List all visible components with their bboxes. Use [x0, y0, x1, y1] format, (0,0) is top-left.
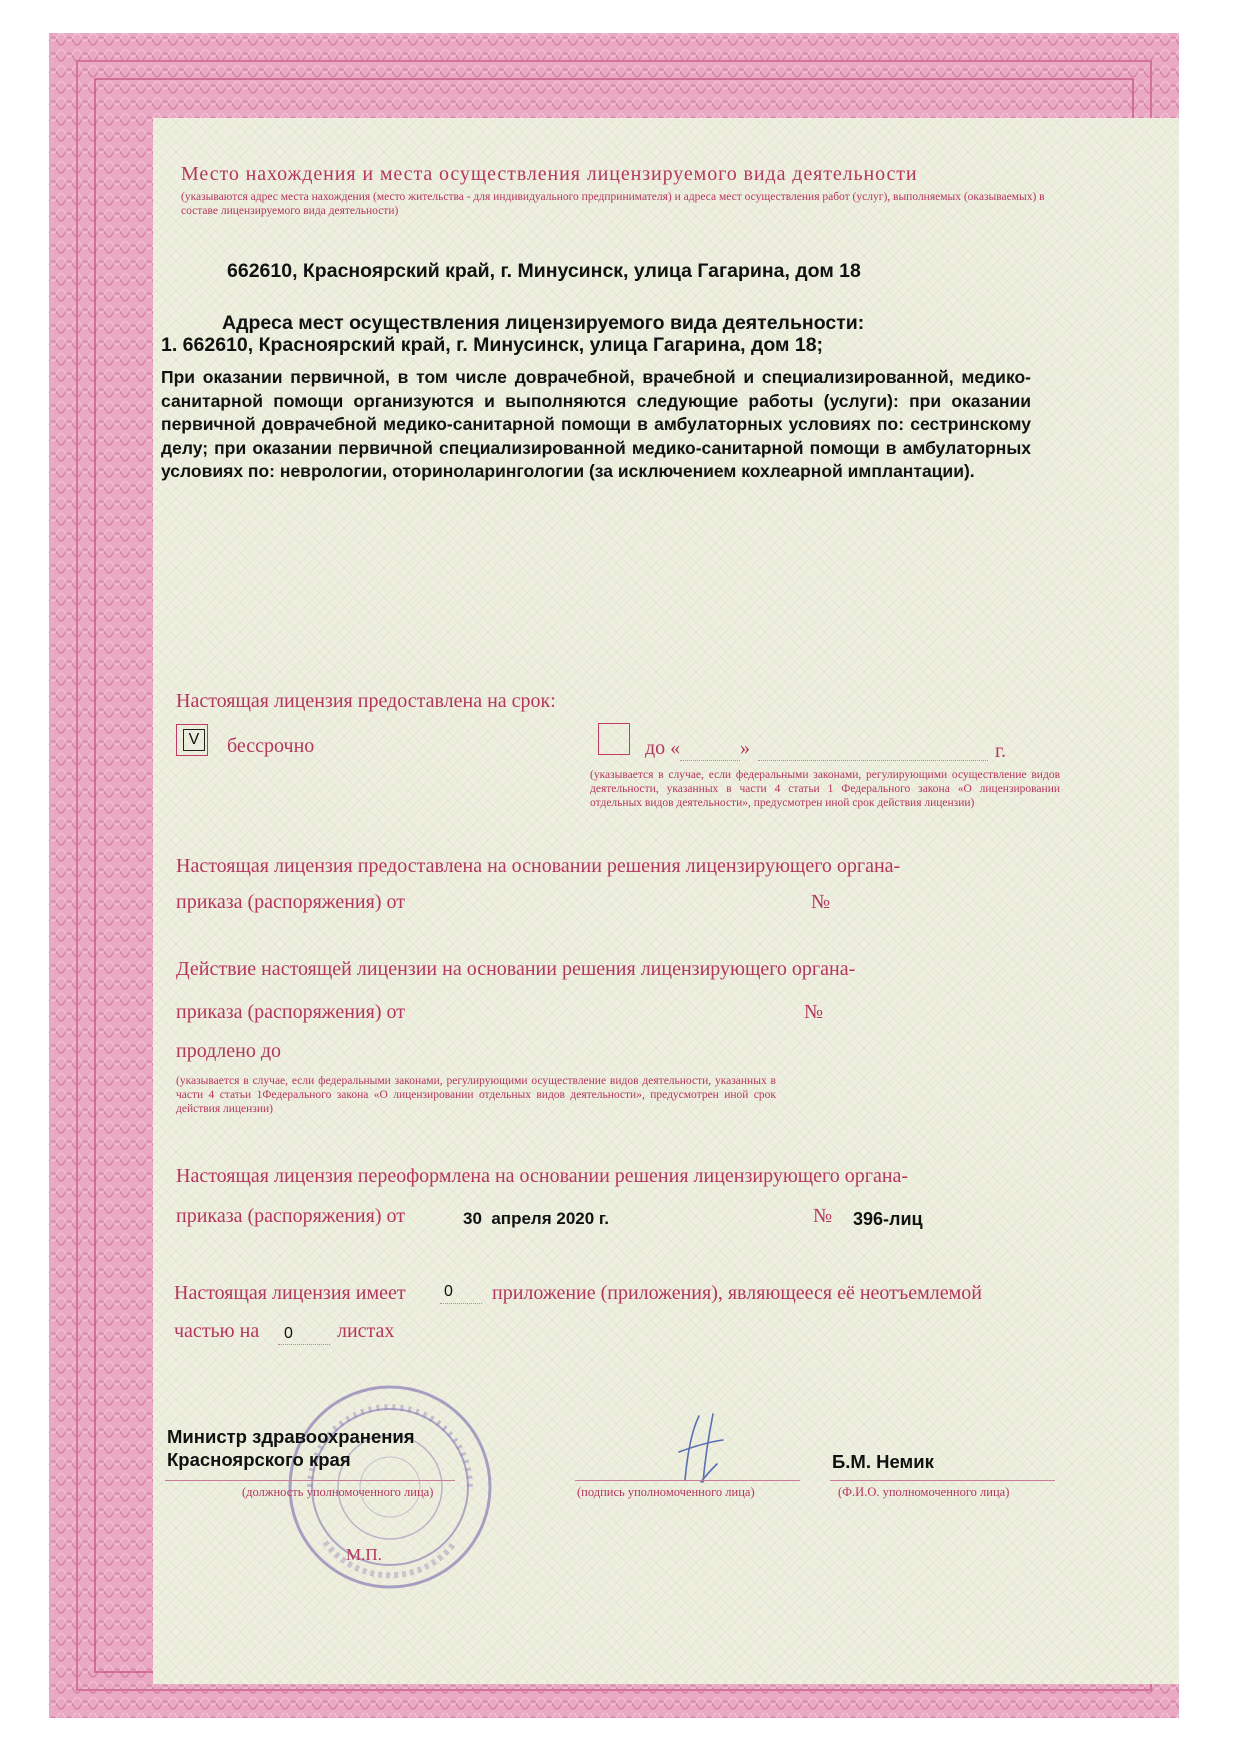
extension-number-sign: № — [804, 1001, 824, 1023]
name-caption: (Ф.И.О. уполномоченного лица) — [838, 1485, 1010, 1499]
extended-until: продлено до — [176, 1040, 282, 1062]
day-blank — [680, 760, 740, 761]
until-quote-close: » — [740, 737, 750, 759]
reissue-line-2: приказа (распоряжения) от — [176, 1205, 405, 1227]
locations-title: Место нахождения и места осуществления лицензируемого вида деятельности — [181, 163, 918, 185]
seal-place-label: М.П. — [346, 1545, 382, 1564]
appendix-sheets: 0 — [284, 1325, 293, 1342]
reissue-number-sign: № — [813, 1205, 833, 1227]
signatory-position-line-2: Красноярского края — [167, 1449, 351, 1470]
services-text: При оказании первичной, в том числе доврачебной, врачебной и специализированной, медико-санитарной помощи организуются и выполняются следующие работы (услуги): при оказании первичной доврачебной медико-санитарной помощи в амбулаторных условиях по: сестринскому делу; при оказании первичной специализированной медико-санитарной помощи в амбулаторных условиях по: неврологии, оториноларингологии (за исключением кохлеарной имплантации). — [161, 367, 1031, 481]
name-line — [830, 1480, 1055, 1481]
extension-line-1: Действие настоящей лицензии на основании решения лицензирующего органа- — [176, 958, 856, 980]
appendix-count-blank — [440, 1303, 482, 1304]
term-note: (указывается в случае, если федеральными законами, регулирующими осуществление видов деятельности, указанных в части 4 статьи 1 Федерального закона «О лицензировании отдельных видов деятельности», предусмотрен иной срок действия лицензии) — [590, 769, 1060, 809]
extension-line-2: приказа (распоряжения) от — [176, 1001, 405, 1023]
month-blank — [758, 760, 988, 761]
check-mark: V — [183, 729, 205, 751]
signature-line — [575, 1480, 800, 1481]
appendix-text-a: Настоящая лицензия имеет — [174, 1282, 406, 1304]
appendix-sheets-blank — [278, 1344, 330, 1345]
unlimited-label: бессрочно — [227, 735, 315, 757]
extension-note: (указывается в случае, если федеральными законами, регулирующими осуществление видов деятельности, указанных в части 4 статьи 1Федерального закона «О лицензировании отдельных видов деятельности», предусмотрен иной срок действия лицензии) — [176, 1075, 776, 1115]
signatory-position — [167, 1425, 415, 1471]
locations-note: (указываются адрес места нахождения (место жительства - для индивидуального предпринимателя) и адреса мест осуществления работ (услуг), выполняемых (оказываемых) в составе лицензируемого вида деятельности) — [181, 191, 1045, 217]
appendix-text-d: листах — [337, 1320, 395, 1342]
grant-line-2: приказа (распоряжения) от — [176, 891, 405, 913]
place-address-1: 1. 662610, Красноярский край, г. Минусинск, улица Гагарина, дом 18; — [161, 334, 824, 356]
signatory-name: Б.М. Немик — [832, 1451, 934, 1472]
appendix-count: 0 — [444, 1283, 453, 1300]
year-suffix: г. — [995, 740, 1006, 762]
appendix-text-c: частью на — [174, 1320, 260, 1342]
grant-number-sign: № — [811, 891, 831, 913]
main-address: 662610, Красноярский край, г. Минусинск, улица Гагарина, дом 18 — [227, 260, 861, 282]
reissue-date: 30 апреля 2020 г. — [463, 1209, 610, 1228]
signature-mark — [665, 1410, 735, 1490]
places-heading: Адреса мест осуществления лицензируемого вида деятельности: — [222, 312, 865, 334]
term-heading: Настоящая лицензия предоставлена на срок: — [176, 690, 556, 712]
signatory-position-line-1: Министр здравоохранения — [167, 1426, 415, 1447]
until-checkbox[interactable] — [598, 723, 630, 755]
until-prefix: до « — [645, 737, 681, 759]
grant-line-1: Настоящая лицензия предоставлена на основании решения лицензирующего органа- — [176, 855, 901, 877]
position-line — [165, 1480, 455, 1481]
position-caption: (должность уполномоченного лица) — [242, 1485, 434, 1499]
signature-caption: (подпись уполномоченного лица) — [577, 1485, 755, 1499]
appendix-text-b: приложение (приложения), являющееся её неотъемлемой — [492, 1282, 982, 1304]
reissue-number: 396-лиц — [853, 1209, 923, 1229]
reissue-line-1: Настоящая лицензия переоформлена на основании решения лицензирующего органа- — [176, 1165, 909, 1187]
